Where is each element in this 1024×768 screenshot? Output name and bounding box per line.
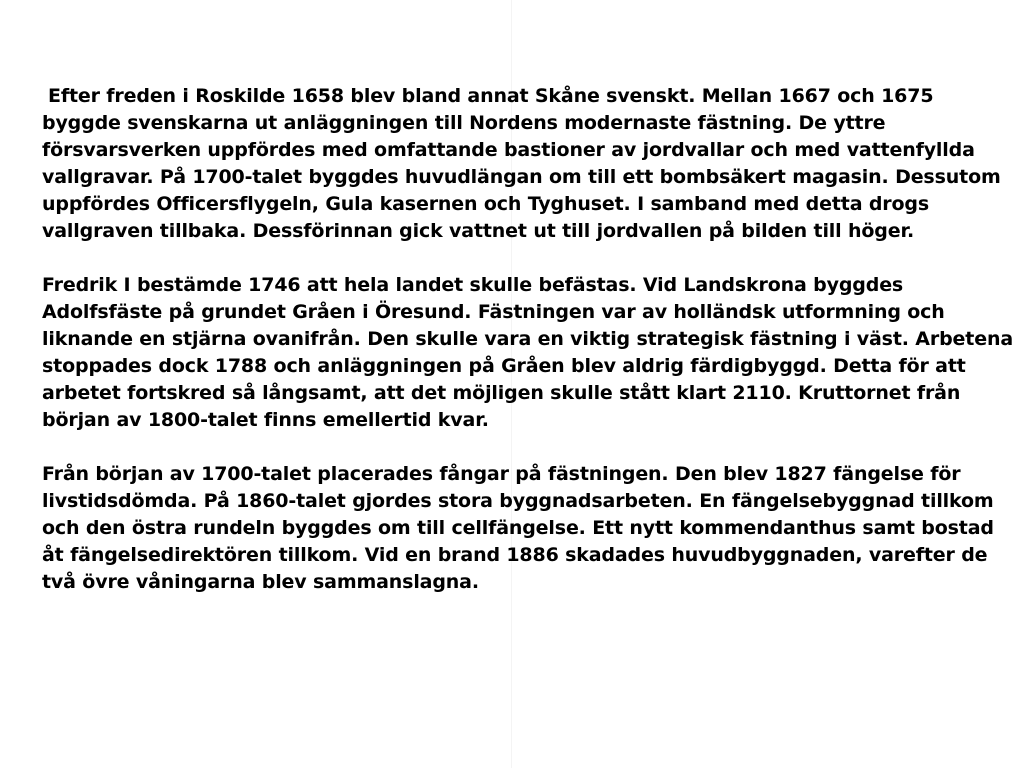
paragraph-3: Från början av 1700-talet placerades fångar på fästningen. Den blev 1827 fängelse för livstidsdömda. På 1860-talet gjordes stora byggnadsarbeten. En fängelsebyggnad tillkom och den östra rundeln byggdes om till cellfängelse. Ett nytt kommendanthus samt bostad åt fängelsedirektören tillkom. Vid en brand 1886 skadades huvudbyggnaden, varefter de två övre våningarna blev sammanslagna.: [42, 463, 994, 593]
paragraph-1: Efter freden i Roskilde 1658 blev bland annat Skåne svenskt. Mellan 1667 och 1675 byggde svenskarna ut anläggningen till Nordens modernaste fästning. De yttre försvarsverken uppfördes med omfattande bastioner av jordvallar och med vattenfyllda vallgravar. På 1700-talet byggdes huvudlängan om till ett bombsäkert magasin. Dessutom uppfördes Officersflygeln, Gula kasernen och Tyghuset. I samband med detta drogs vallgraven tillbaka. Dessförinnan gick vattnet ut till jordvallen på bilden till höger.: [42, 85, 1001, 242]
body-text: [42, 83, 1014, 623]
paragraph-2: Fredrik I bestämde 1746 att hela landet skulle befästas. Vid Landskrona byggdes Adolfsfäste på grundet Gråen i Öresund. Fästningen var av holländsk utformning och liknande en stjärna ovanifrån. Den skulle vara en viktig strategisk fästning i väst. Arbetena stoppades dock 1788 och anläggningen på Gråen blev aldrig färdigbyggd. Detta för att arbetet fortskred så långsamt, att det möjligen skulle stått klart 2110. Kruttornet från början av 1800-talet finns emellertid kvar.: [42, 274, 1013, 431]
